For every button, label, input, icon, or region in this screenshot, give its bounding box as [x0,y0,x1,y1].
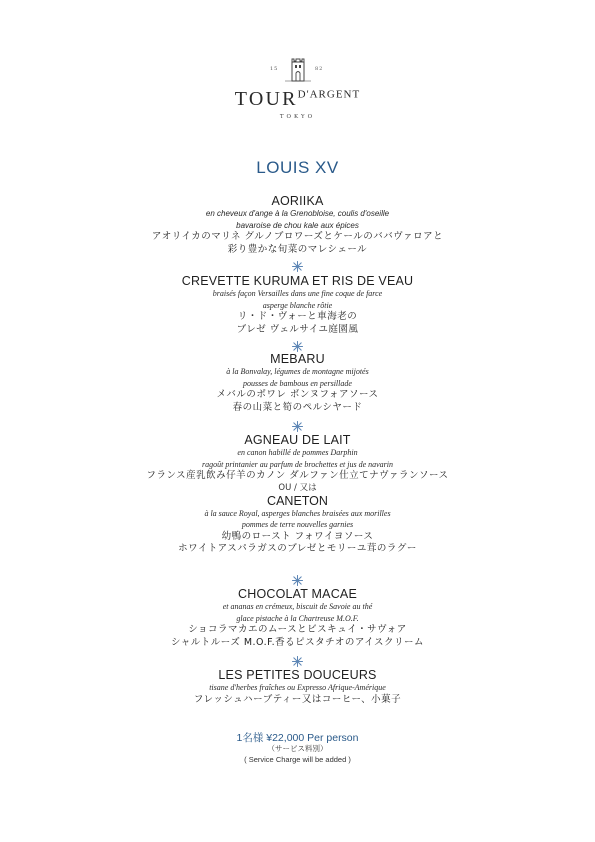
course-desc-jp: 春の山菜と筍のペルシヤード [232,401,363,413]
alt-course-title: CANETON [267,493,328,508]
course-3 [0,352,595,414]
course-6 [0,668,595,706]
alt-course-desc-fr: à la sauce Royal, asperges blanches braisées aux morilles [204,508,391,518]
brand-main: TOUR [234,88,298,110]
course-desc-fr: à la Bonvalay, légumes de montagne mijotés [226,367,369,376]
snowflake-icon [292,656,303,667]
course-desc-fr: en canon habillé de pommes Darphin [237,448,358,457]
course-title: CREVETTE KURUMA ET RIS DE VEAU [181,274,414,288]
course-desc-fr: glace pistache à la Chartreuse M.O.F. [236,613,359,623]
course-desc-jp: フレッシュハーブティー又はコーヒー、小菓子 [193,693,402,705]
brand-sup: D'ARGENT [297,88,361,101]
tower-crest-icon [283,56,313,82]
snowflake-icon [292,261,303,272]
course-desc-fr: pousses de bambous en persillade [243,378,352,388]
snowflake-icon [292,575,303,586]
menu-title: LOUIS XV [256,158,339,177]
course-2 [0,274,595,336]
brand-name [0,88,595,111]
snowflake-icon [292,421,303,432]
alt-course-desc-jp: ホワイトアスパラガスのブレゼとモリーユ茸のラグー [178,543,417,554]
course-1 [0,194,595,256]
course-title: MEBARU [270,352,325,366]
price: 1名様 ¥22,000 Per person [236,732,359,744]
course-desc-jp: シャルトルーズ M.O.F.香るピスタチオのアイスクリーム [170,636,424,648]
service-note-en: ( Service Charge will be added ) [244,755,351,764]
course-desc-jp: メバルのボワレ ボンヌフォアソース [216,389,379,400]
course-desc-jp: フランス産乳飲み仔羊のカノン ダルファン仕立てナヴァランソース [146,470,449,481]
course-desc-fr: et ananas en crémeux, biscuit de Savoie au thé [222,602,373,611]
course-desc-fr: en cheveux d'ange à la Grenobloise, coulis d'oseille [205,209,390,218]
snowflake-icon [292,341,303,352]
course-desc-fr: asperge blanche rôtie [262,300,333,310]
course-title: AORIIKA [271,194,324,208]
course-title: AGNEAU DE LAIT [244,433,351,447]
course-desc-jp: ブレゼ ヴェルサイユ庭園風 [236,323,359,335]
alt-course-desc-jp: 幼鴨のロースト フォワイヨソース [221,530,374,542]
course-desc-fr: bavaroise de chou kale aux épices [236,220,359,230]
brand-city: TOKYO [279,114,316,120]
alt-course-desc-fr: pommes de terre nouvelles garnies [241,520,354,529]
year-right: 82 [315,66,324,72]
course-title: LES PETITES DOUCEURS [218,668,377,682]
course-desc-jp: ショコラマカエのムースとビスキュイ・サヴォア [188,624,407,635]
course-5 [0,587,595,649]
course-desc-jp: アオリイカのマリネ グルノブロワーズとケールのババヴァロアと [151,231,444,242]
service-note-jp: （サービス料別） [267,744,328,753]
course-desc-fr: braisés façon Versailles dans une fine coque de farce [212,289,383,298]
course-4 [0,433,595,556]
course-desc-fr: tisane d'herbes fraîches ou Expresso Afrique-Amérique [209,683,386,692]
course-desc-jp: 彩り豊かな旬菜のマレシェール [227,243,368,255]
course-title: CHOCOLAT MACAE [237,587,358,601]
or-label: OU / 又は [278,482,317,493]
course-desc-jp: リ・ド・ヴォーと車海老の [237,311,358,322]
course-desc-fr: ragoût printanier au parfum de brochettes et jus de navarin [201,459,394,469]
year-left: 15 [270,66,279,72]
